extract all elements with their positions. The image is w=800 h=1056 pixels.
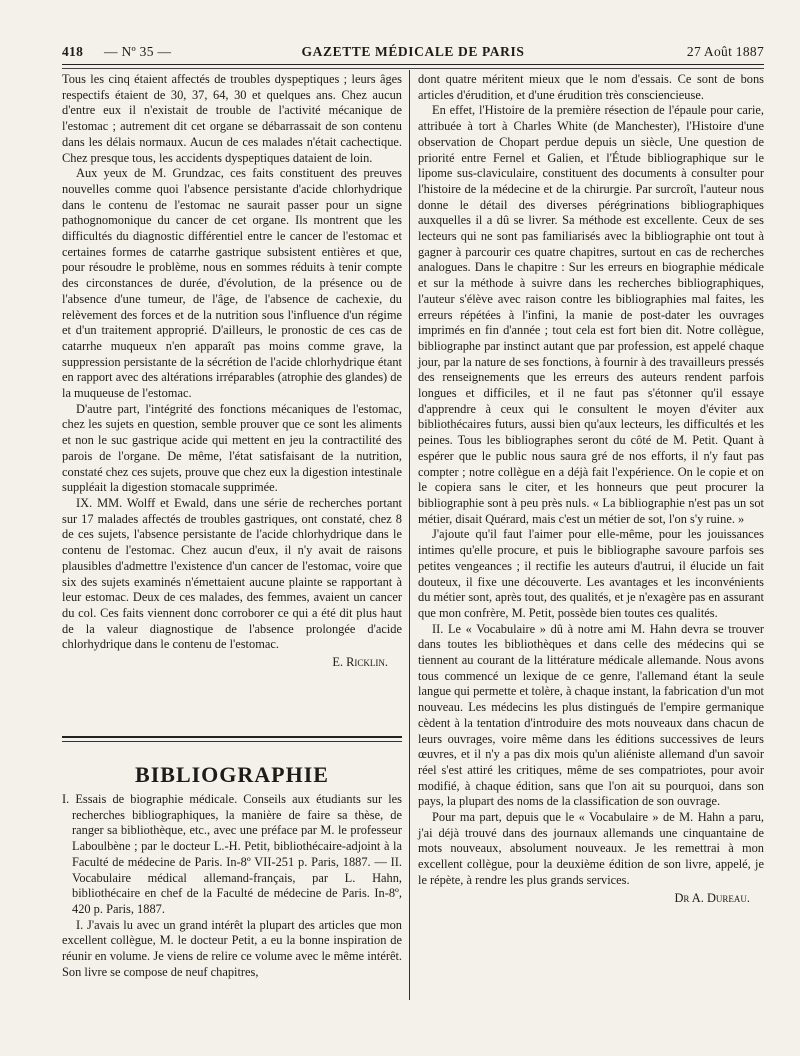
header-rule bbox=[62, 64, 764, 65]
paragraph: Pour ma part, depuis que le « Vocabulaire » de M. Hahn a paru, j'ai déjà trouvé dans des journaux allemands une cinquantaine de mots nouveaux, absolument nouveaux. Je les remettrai à mon excellent collègue, pour la deuxième édition de son livre, appelé, je le répète, à rendre les plus grands services. bbox=[418, 810, 764, 887]
article-signature: E. Ricklin. bbox=[332, 655, 388, 670]
bibliography-entry bbox=[62, 792, 402, 918]
right-column bbox=[418, 72, 764, 906]
left-column bbox=[62, 72, 402, 671]
page-header bbox=[62, 44, 764, 62]
paragraph: IX. MM. Wolff et Ewald, dans une série de recherches portant sur 17 malades affectés de troubles gastriques, ont constaté, chez 8 de ces sujets, l'absence persistante de l'acide chlorhydrique dans le contenu de l'estomac. Chez aucun d'eux, il n'y avait de raisons plausibles d'admettre l'existence d'un cancer de l'estomac, voire que six des sujets examinés n'émettaient aucune plainte se rapportant à leur estomac. Deux de ces malades, des femmes, avaient un cancer du col. Ces faits viennent donc corroborer ce qui a été dit plus haut de la valeur diagnostique de l'absence prolongée d'acide chlorhydrique dans le contenu de l'estomac. bbox=[62, 495, 402, 652]
paragraph: II. Le « Vocabulaire » dû à notre ami M. Hahn devra se trouver dans toutes les bibliothèques et dans celle des médecins qui se tiennent au courant de la littérature médicale allemande. Nous avons tous commencé un lexique de ce genre, l'allemand étant la seule langue qui permette et tolère, à chaque instant, la fabrication d'un mot nouveau. Les médecins les plus distingués de l'empire germanique cèdent à la tentation d'introduire des mots nouveaux dans chacun de leurs ouvrages, voire même dans les éditions successives de leurs œuvres, et il n'y a pas dix mois qu'un aliéniste allemand d'un savoir réel s'est attiré les critiques, même de ses compatriotes, pour avoir modifié, à chaque édition, sans que l'on ait su pourquoi, dans son pays, la plupart des noms de la classification de son ouvrage. bbox=[418, 621, 764, 809]
review-signature: Dr A. Dureau. bbox=[674, 890, 750, 905]
paragraph: Tous les cinq étaient affectés de troubles dyspeptiques ; leurs âges respectifs étaient de 30, 37, 64, 30 et quelques ans. Chez aucun d'entre eux il n'existait de trouble de l'activité mécanique de l'estomac ; autrement dit cet organe se débarrassait de son contenu dans les délais normaux. Aucun de ces malades n'était cachectique. Chez presque tous, les accidents dyspeptiques dataient de loin. bbox=[62, 72, 402, 165]
header-rule-thin bbox=[62, 68, 764, 69]
page-number: 418 bbox=[62, 44, 84, 59]
section-rule-thin bbox=[62, 741, 402, 742]
bibliography-column bbox=[62, 792, 402, 980]
issue-date: 27 Août 1887 bbox=[686, 44, 764, 59]
issue-number: — Nº 35 — bbox=[104, 44, 172, 59]
journal-title: GAZETTE MÉDICALE DE PARIS bbox=[301, 44, 525, 59]
paragraph: I. J'avais lu avec un grand intérêt la plupart des articles que mon excellent collègue, M. le docteur Petit, a eu la bonne inspiration de réunir en volume. Je viens de relire ce volume avec le même intérêt. Son livre se compose de neuf chapitres, bbox=[62, 917, 402, 979]
entry-text: I. Essais de biographie médicale. Conseils aux étudiants sur les recherches bibliographiques, la manière de faire sa thèse, de ranger sa bibliothèque, etc., avec une préface par M. le professeur Laboulbène ; par le docteur L.-H. Petit, bibliothécaire-adjoint à la Faculté de médecine de Paris. In-8º VII-251 p. Paris, 1887. — II. Vocabulaire médical allemand-français, par L. Hahn, bibliothécaire en chef de la Faculté de médecine de Paris. In-8º, 420 p. Paris, 1887. bbox=[62, 792, 402, 916]
paragraph: Aux yeux de M. Grundzac, ces faits constituent des preuves nouvelles comme quoi l'absence persistante d'acide chlorhydrique dans le contenu de l'estomac ne saurait passer pour un signe pathognomonique du cancer de cet organe. Ils montrent que les difficultés du diagnostic différentiel entre le cancer de l'estomac et certaines formes de catarrhe gastrique subsistent entières et que, pour résoudre le problème, nous en sommes réduits à tenir compte des circonstances de durée, d'évolution, de la présence ou de l'absence d'une tumeur, de l'âge, de l'absence de cachexie, du relèvement des forces et de la nutrition sous l'influence d'un régime et d'un traitement approprié. D'ailleurs, le pronostic de ces cas de catarrhe muqueux n'en apparaît pas moins comme grave, la suppression persistante de la sécrétion de l'acide chlorhydrique étant en rapport avec des altérations irréparables (atrophie des glandes) de la muqueuse de l'estomac. bbox=[62, 166, 402, 401]
paragraph: J'ajoute qu'il faut l'aimer pour elle-même, pour les jouissances intimes qu'elle procure, et puis le bibliographe savoure parfois ses petites vengeances ; il rectifie les auteurs d'autrui, il élucide un fait douteux, il fixe une découverte. Les avantages et les inconvénients du métier sont, après tout, des qualités, et je n'exagère pas en assurant que mon confrère, M. Petit, possède bien toutes ces qualités. bbox=[418, 527, 764, 620]
section-rule bbox=[62, 736, 402, 738]
section-title: BIBLIOGRAPHIE bbox=[135, 762, 329, 787]
column-divider bbox=[409, 70, 410, 1000]
paragraph: dont quatre méritent mieux que le nom d'essais. Ce sont de bons articles d'érudition, et d'une érudition très consciencieuse. bbox=[418, 72, 764, 102]
paragraph: En effet, l'Histoire de la première résection de l'épaule pour carie, attribuée à tort à Charles White (de Manchester), l'Histoire d'une observation de Chopart perdue depuis un siècle, Une question de priorité entre Fernel et Galien, et l'Étude bibliographique sur le lipome sus-claviculaire, constituent des documents à consulter pour l'histoire de la médecine et de la chirurgie. Par surcroît, l'auteur nous donne le détail des diverses pérégrinations bibliographiques auxquelles il a dû se livrer. Sa méthode est excellente. Ceux de ses lecteurs qui ne sont pas familiarisés avec la bibliographie ont tout à gagner à parcourir ces quatre chapitres, surtout en cas de recherches analogues. Dans le chapitre : Sur les erreurs en biographie médicale et sur la méthode à suivre dans les recherches bibliographiques, l'auteur s'élève avec raison contre les bibliographies mal faites, les erreurs répétées à l'infini, la manie de post-dater les ouvrages imprimés en fin d'année ; tout cela est fort bien dit. Notre collègue, bibliographe par instinct autant que par profession, est appelé chaque jour, par la nature de ses fonctions, à fournir à des travailleurs pressés des renseignements que les erreurs des auteurs rendent parfois longues et difficiles, et il ne faut pas s'étonner qu'il essaye d'apprendre à ceux qui le consultent le moyen d'éviter aux bibliothécaires futurs, aussi bien qu'aux lecteurs, les difficultés et les peines. Tous les bibliographes seront du côté de M. Petit. Quant à espérer que le public nous saura gré de nos efforts, il n'y faut pas compter ; notre collègue en a déjà fait l'expérience. On le copie et on le copiera sans le citer, et les honneurs que peut procurer la bibliographie sont à peu près nuls. « La bibliographie n'est pas un sot métier, disait Quérard, mais c'est un métier de sot, l'on s'y ruine. » bbox=[418, 103, 764, 526]
paragraph: D'autre part, l'intégrité des fonctions mécaniques de l'estomac, chez les sujets en question, semble prouver que ce sont les aliments et non le suc gastrique acide qui mettent en jeu la contractilité des parois de l'organe. De même, l'état satisfaisant de la nutrition, constaté chez ces sujets, prouve que chez eux la digestion intestinale suppléait la digestion stomacale supprimée. bbox=[62, 401, 402, 495]
